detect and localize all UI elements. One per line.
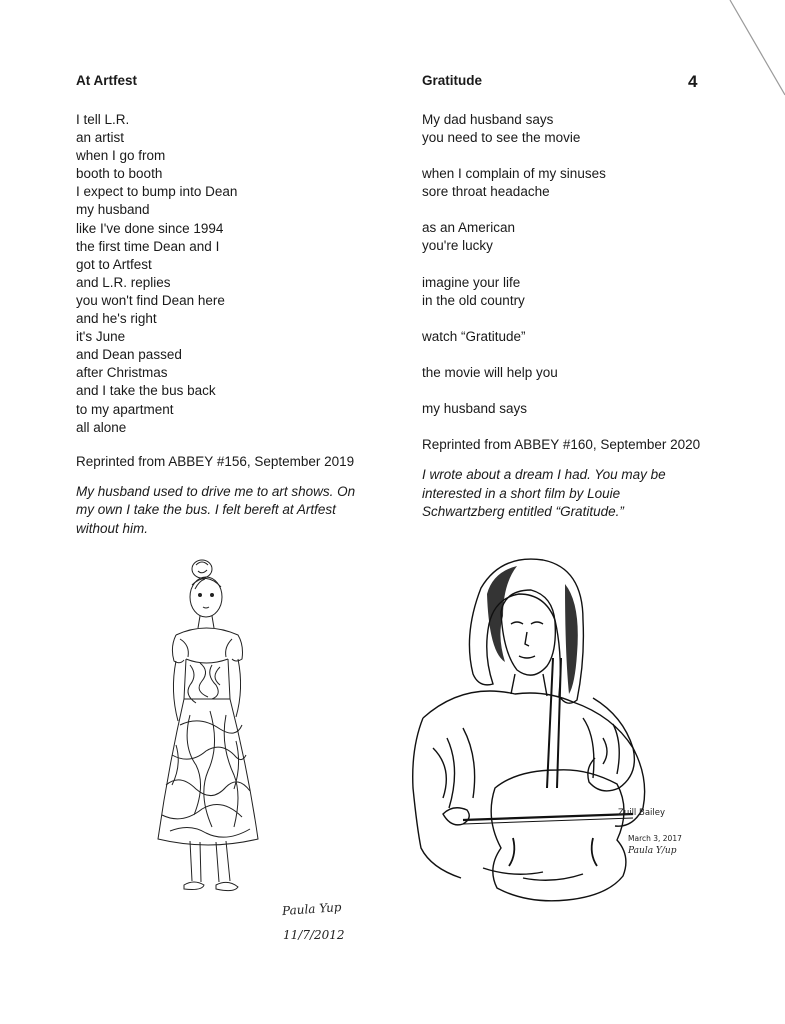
poem-line: I tell L.R. xyxy=(76,112,130,127)
poem-stanza xyxy=(422,328,722,346)
poem-line: as an American xyxy=(422,220,516,236)
poem-at-artfest xyxy=(76,73,376,538)
left-drawing-signature: Paula Yup xyxy=(281,899,342,919)
poem-stanza xyxy=(422,165,722,201)
left-drawing-date: 11/7/2012 xyxy=(283,928,345,942)
poem-line: after Christmas xyxy=(76,365,168,381)
poem-body xyxy=(422,111,722,418)
right-drawing-signature: Paula Y/up xyxy=(628,846,677,856)
poem-line: you won't find Dean here xyxy=(76,292,225,308)
poem-line: sore throat headache xyxy=(422,184,550,200)
poem-line: and L.R. replies xyxy=(76,274,171,290)
poem-stanza xyxy=(422,111,722,147)
poem-line: all alone xyxy=(76,419,127,435)
poem-line: got to Artfest xyxy=(76,256,152,272)
poem-title: Gratitude xyxy=(422,73,483,88)
poem-line: the first time Dean and I xyxy=(76,238,220,254)
poem-line: and I take the bus back xyxy=(76,383,216,399)
poem-line: you're lucky xyxy=(422,238,493,254)
girl-sketch-illustration xyxy=(140,555,275,905)
poem-line: and Dean passed xyxy=(76,347,182,363)
poem-line: my husband xyxy=(76,202,150,218)
poem-line: to my apartment xyxy=(76,401,174,417)
poem-line: an artist xyxy=(76,130,125,146)
poem-line: I expect to bump into Dean xyxy=(76,184,238,200)
poem-gratitude xyxy=(422,73,722,522)
poem-line: when I go from xyxy=(76,148,166,164)
author-note: I wrote about a dream I had. You may be interested in a short film by Louie Schwartzberg entitled “Gratitude.” xyxy=(422,467,666,520)
poem-line: like I've done since 1994 xyxy=(76,220,224,236)
poem-line: My dad husband says xyxy=(422,112,554,127)
cellist-date-caption: March 3, 2017 xyxy=(628,834,682,843)
poem-line: it's June xyxy=(76,329,126,345)
cellist-name-caption: Zuill Bailey xyxy=(618,808,666,818)
poem-stanza xyxy=(422,219,722,255)
author-note: My husband used to drive me to art shows. On my own I take the bus. I felt bereft at Artfest without him. xyxy=(76,483,356,536)
poem-line: the movie will help you xyxy=(422,364,558,380)
reprint-note: Reprinted from ABBEY #160, September 2020 xyxy=(422,437,701,453)
poem-stanza xyxy=(422,364,722,382)
poem-line: imagine your life xyxy=(422,274,521,290)
poem-line: you need to see the movie xyxy=(422,130,581,146)
poem-body xyxy=(76,111,376,437)
poem-stanza xyxy=(422,274,722,310)
page-number: 4 xyxy=(688,72,698,91)
poem-line: watch “Gratitude” xyxy=(422,328,526,344)
poem-line: booth to booth xyxy=(76,166,163,182)
poem-line: in the old country xyxy=(422,292,525,308)
poem-line: and he's right xyxy=(76,311,157,327)
poem-title: At Artfest xyxy=(76,73,138,88)
reprint-note: Reprinted from ABBEY #156, September 2019 xyxy=(76,453,355,469)
poem-line: my husband says xyxy=(422,400,528,416)
poem-stanza xyxy=(422,400,722,418)
poem-line: when I complain of my sinuses xyxy=(422,166,606,182)
